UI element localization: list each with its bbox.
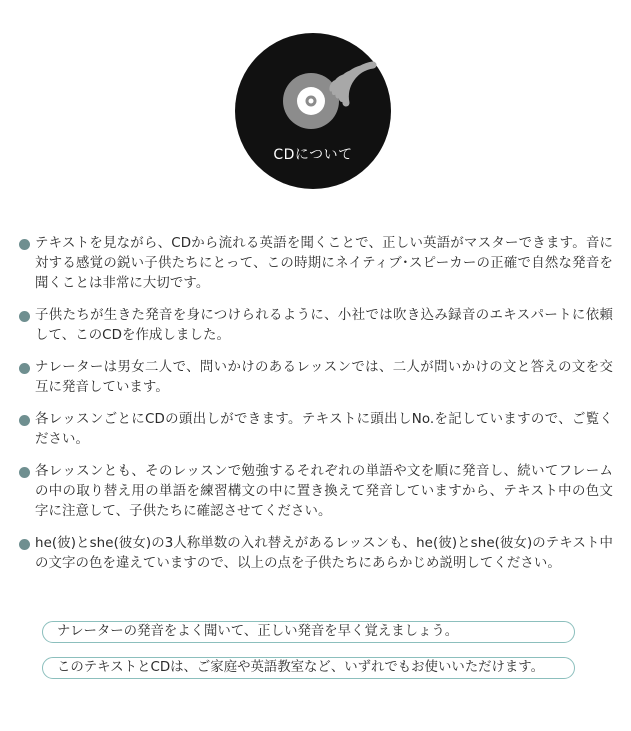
tip-box-listen: ナレーターの発音をよく聞いて、正しい発音を早く覚えましょう。 xyxy=(42,621,575,643)
list-item xyxy=(19,306,613,346)
list-item-text: he(彼)とshe(彼女)の3人称単数の入れ替えがあるレッスンも、he(彼)とshe(彼女)のテキスト中の文字の色を違えていますので、以上の点を子供たちにあらかじめ説明してください。 xyxy=(35,536,613,571)
list-item-text: 子供たちが生きた発音を身につけられるように、小社では吹き込み録音のエキスパートに依頼して、このCDを作成しました。 xyxy=(35,308,613,343)
list-item-text: 各レッスンごとにCDの頭出しができます。テキストに頭出しNo.を記していますので、ご覧ください。 xyxy=(35,412,613,447)
cd-disc-icon xyxy=(234,32,392,190)
bullet-dot-icon xyxy=(19,415,30,426)
bullet-dot-icon xyxy=(19,539,30,550)
bullet-dot-icon xyxy=(19,363,30,374)
list-item-text: テキストを見ながら、CDから流れる英語を聞くことで、正しい英語がマスターできます。音に対する感覚の鋭い子供たちにとって、この時期にネイティブ･スピーカーの正確で自然な発音を聞くことは非常に大切です。 xyxy=(35,236,613,291)
info-list xyxy=(19,234,613,574)
cd-badge-label: CDについて xyxy=(273,147,353,163)
bullet-dot-icon xyxy=(19,239,30,250)
list-item xyxy=(19,234,613,294)
list-item-text: 各レッスンとも、そのレッスンで勉強するそれぞれの単語や文を順に発音し、続いてフレームの中の取り替え用の単語を練習構文の中に置き換えて発音していますから、テキスト中の色文字に注意して、子供たちに確認させてください。 xyxy=(35,464,613,519)
bullet-dot-icon xyxy=(19,311,30,322)
bullet-dot-icon xyxy=(19,467,30,478)
list-item xyxy=(19,462,613,522)
cd-badge xyxy=(234,32,392,190)
list-item-text: ナレーターは男女二人で、問いかけのあるレッスンでは、二人が問いかけの文と答えの文を交互に発音しています。 xyxy=(35,360,613,395)
list-item xyxy=(19,410,613,450)
tip-box-usage: このテキストとCDは、ご家庭や英語教室など、いずれでもお使いいただけます。 xyxy=(42,657,575,679)
list-item xyxy=(19,358,613,398)
list-item xyxy=(19,534,613,574)
